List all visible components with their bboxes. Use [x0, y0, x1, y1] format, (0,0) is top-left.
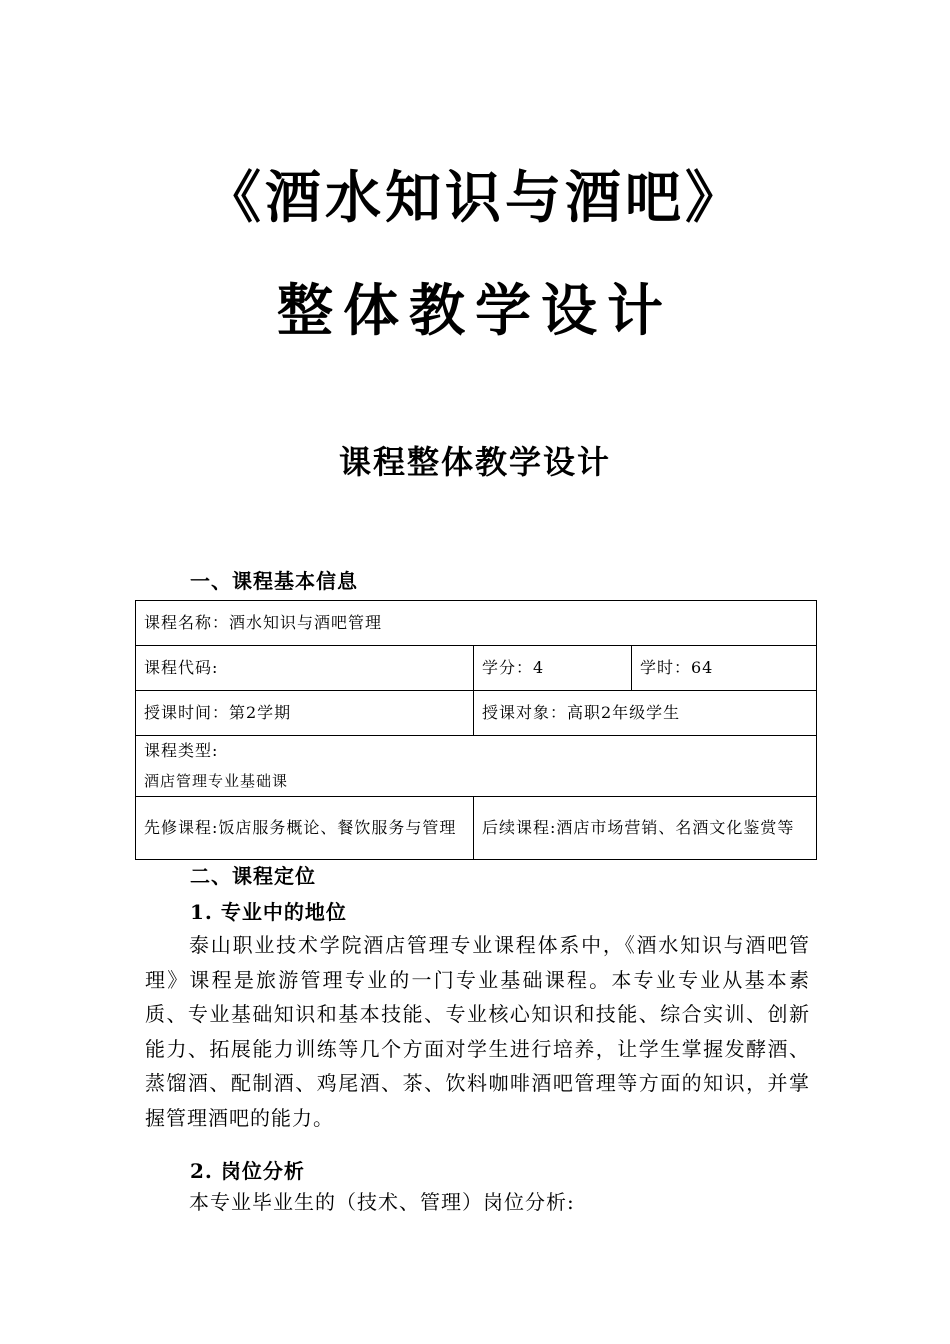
document-subtitle: 课程整体教学设计	[338, 443, 611, 481]
paragraph-status: 泰山职业技术学院酒店管理专业课程体系中，《酒水知识与酒吧管理》课程是旅游管理专业的一门专业基础课程。本专业专业从基本素质、专业基础知识和基本技能、专业核心知识和技能、综合实训、创新能力、拓展能力训练等几个方面对学生进行培养，让学生掌握发酵酒、蒸馏酒、配制酒、鸡尾酒、茶、饮料咖啡酒吧管理等方面的知识，并掌握管理酒吧的能力。	[145, 933, 810, 1130]
course-code-cell: 课程代码:	[136, 646, 474, 691]
section-heading-positioning: 二、课程定位	[190, 864, 316, 888]
course-type-value: 酒店管理专业基础课	[144, 772, 289, 790]
course-type-cell	[136, 736, 817, 797]
table-row	[136, 601, 817, 646]
course-info-table	[135, 600, 817, 860]
credit-cell: 学分：4	[474, 646, 632, 691]
subheading-job-analysis: 2. 岗位分析	[190, 1159, 305, 1183]
table-row	[136, 691, 817, 736]
course-name-cell: 课程名称：酒水知识与酒吧管理	[136, 601, 817, 646]
subheading-status: 1. 专业中的地位	[190, 900, 347, 924]
table-row	[136, 646, 817, 691]
document-title-line1: 《酒水知识与酒吧》	[205, 165, 745, 231]
prerequisite-cell: 先修课程:饭店服务概论、餐饮服务与管理	[136, 797, 474, 860]
document-title-line2: 整体教学设计	[277, 278, 673, 344]
followup-cell: 后续课程:酒店市场营销、名酒文化鉴赏等	[474, 797, 817, 860]
hours-cell: 学时：64	[632, 646, 817, 691]
term-cell: 授课时间：第2学期	[136, 691, 474, 736]
audience-cell: 授课对象：高职2年级学生	[474, 691, 817, 736]
table-row	[136, 736, 817, 797]
table-row	[136, 797, 817, 860]
course-type-label: 课程类型:	[144, 741, 219, 760]
paragraph-job-analysis: 本专业毕业生的（技术、管理）岗位分析:	[189, 1190, 575, 1214]
section-heading-basic-info: 一、课程基本信息	[190, 569, 358, 593]
